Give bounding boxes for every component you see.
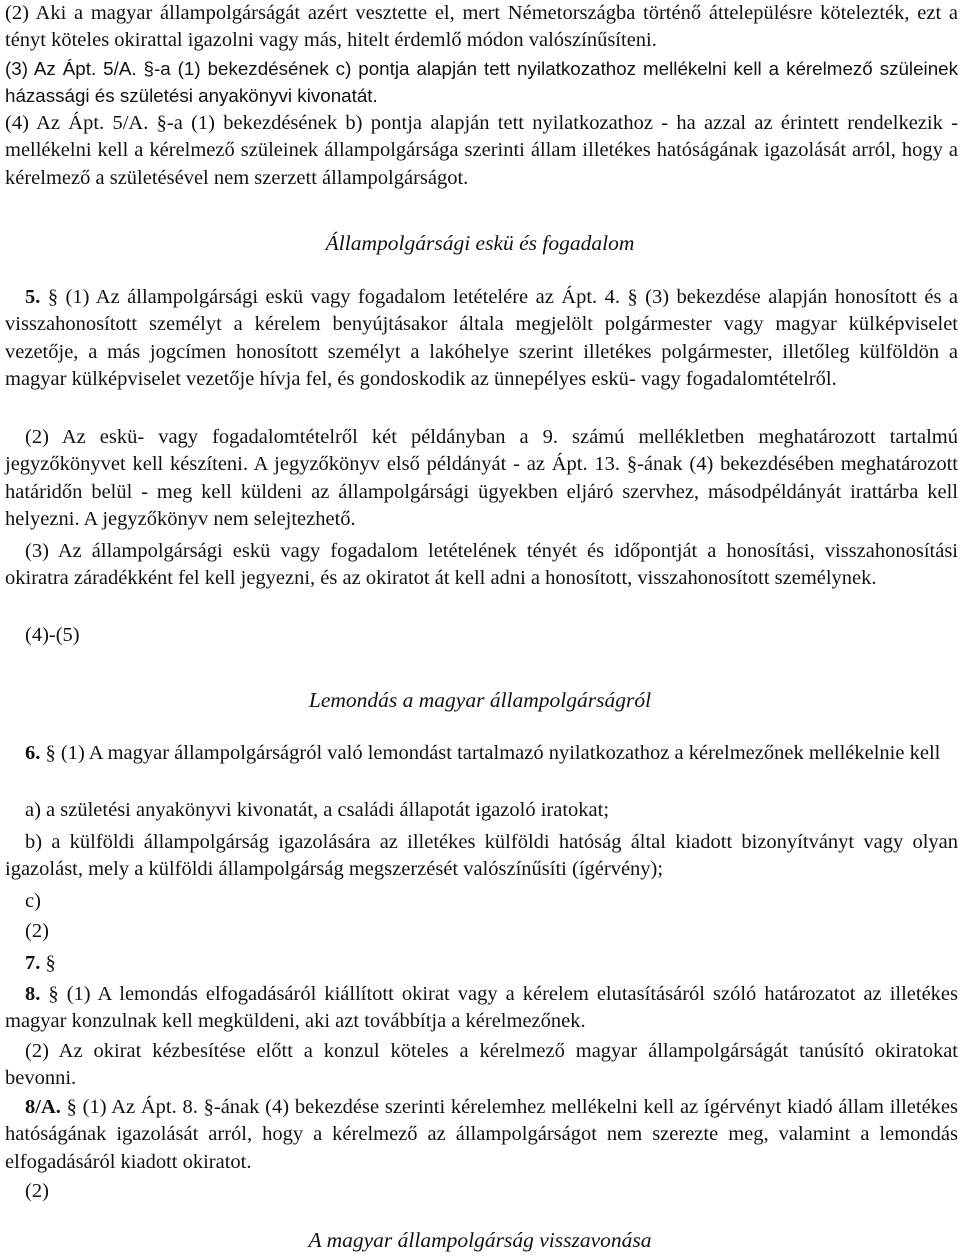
section-5-paragraph-4-5: (4)-(5) [25, 624, 80, 646]
section-6-point-b: b) a külföldi állampolgárság igazolására az illetékes külföldi hatóság által kiadott bizonyítványt vagy olyan igazolást, mely a külföldi állampolgárság megszerzését valószínűsíti (ígérvény); [5, 831, 958, 881]
section-number: 5. [25, 286, 41, 308]
heading-allampolgarsagi-esku: Állampolgársági eskü és fogadalom [325, 231, 635, 255]
section-5-paragraph-1: 5. § (1) Az állampolgársági eskü vagy fogadalom letételére az Ápt. 4. § (3) bekezdése alapján honosított és a visszahonosított személyt a kérelem benyújtásakor általa megjelölt polgármester vagy magyar külképviselet vezetője, a más jogcímen honosított személyt a lakóhelye szerint illetékes polgármester, illetőleg külföldön a magyar külképviselet vezetője hívja fel, és gondoskodik az ünnepélyes eskü- vagy fogadalomtételről. [5, 286, 958, 391]
paragraph-hit-3: (3) Az Ápt. 5/A. §-a (1) bekezdésének c) pontja alapján tett nyilatkozathoz mellékelni kell a kérelmező szüleinek házassági és születési anyakönyvi kivonatát. [5, 58, 958, 107]
section-6-paragraph-2: (2) [25, 920, 49, 942]
section-number: 8/A. [25, 1096, 61, 1118]
section-8-paragraph-2: (2) Az okirat kézbesítése előtt a konzul köteles a kérelmező magyar állampolgárságát tanúsító okiratokat bevonni. [5, 1040, 958, 1090]
section-6-point-c: c) [25, 890, 41, 912]
section-number: 6. [25, 742, 41, 764]
section-7: 7. § [25, 952, 56, 974]
paragraph-hit-2: (2) Aki a magyar állampolgárságát azért vesztette el, mert Németországba történő áttelepülésre kötelezték, ezt a tényt köteles okirattal igazolni vagy más, hitelt érdemlő módon valószínűsíteni. [5, 2, 958, 52]
paragraph-hit-4: (4) Az Ápt. 5/A. §-a (1) bekezdésének b) pontja alapján tett nyilatkozathoz - ha azzal az érintett rendelkezik - mellékelni kell a kérelmező szüleinek állampolgársága szerinti állam illetékes hatóságának igazolását arról, hogy a kérelmező a születésével nem szerzett állampolgárságot. [5, 112, 958, 189]
section-number: 7. [25, 952, 41, 974]
heading-visszavonas: A magyar állampolgárság visszavonása [308, 1228, 652, 1252]
section-5-paragraph-2: (2) Az eskü- vagy fogadalomtételről két példányban a 9. számú mellékletben meghatározott tartalmú jegyzőkönyvet kell készíteni. A jegyzőkönyv első példányát - az Ápt. 13. §-ának (4) bekezdésében meghatározott határidőn belül - meg kell küldeni az állampolgársági ügyekben eljáró szervhez, másodpéldányát irattárba kell helyezni. A jegyzőkönyv nem selejtezhető. [5, 426, 958, 531]
section-6-paragraph-1: 6. § (1) A magyar állampolgárságról való lemondást tartalmazó nyilatkozathoz a kérelmezőnek mellékelnie kell [25, 742, 941, 764]
section-6-point-a: a) a születési anyakönyvi kivonatát, a családi állapotát igazoló iratokat; [25, 799, 610, 821]
section-5-paragraph-3: (3) Az állampolgársági eskü vagy fogadalom letételének tényét és időpontját a honosítási, visszahonosítási okiratra záradékként fel kell jegyezni, és az okiratot át kell adni a honosított, visszahonosított személynek. [5, 540, 958, 590]
section-8a-paragraph-2: (2) [25, 1180, 49, 1202]
section-8a-paragraph-1: 8/A. § (1) Az Ápt. 8. §-ának (4) bekezdése szerinti kérelemhez mellékelni kell az ígérvényt kiadó állam illetékes hatóságának igazolását arról, hogy a kérelmező az állampolgárságot nem szerezte meg, valamint a lemondás elfogadásáról kiadott okiratot. [5, 1096, 959, 1173]
section-number: 8. [25, 983, 41, 1005]
heading-lemondas: Lemondás a magyar állampolgárságról [308, 688, 652, 712]
section-8-paragraph-1: 8. § (1) A lemondás elfogadásáról kiállított okirat vagy a kérelem elutasításáról szóló határozatot az illetékes magyar konzulnak kell megküldeni, aki azt továbbítja a kérelmezőnek. [5, 983, 958, 1033]
